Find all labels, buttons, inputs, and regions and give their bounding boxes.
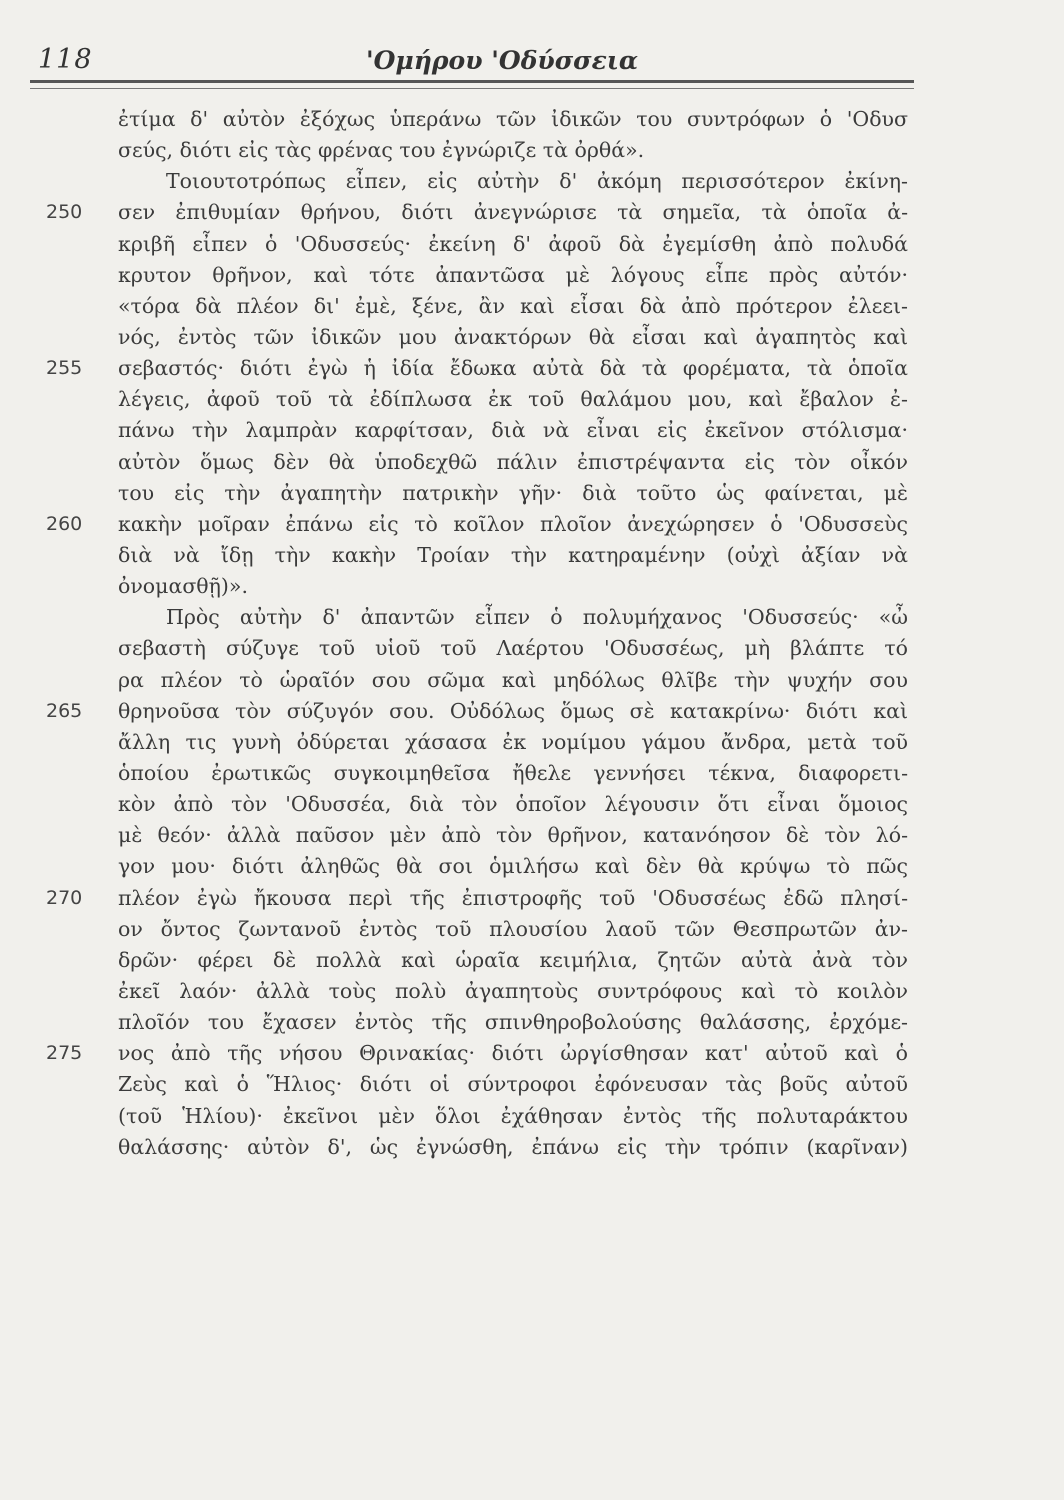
- line-text: διὰ νὰ ἴδῃ τὴν κακὴν Τροίαν τὴν κατηραμένην (οὐχὶ ἀξίαν νὰ: [118, 542, 908, 567]
- line-text: του εἰς τὴν ἀγαπητὴν πατρικὴν γῆν· διὰ τοῦτο ὡς φαίνεται, μὲ: [118, 480, 908, 505]
- line-number: 265: [46, 699, 83, 722]
- line-text: (τοῦ Ἡλίου)· ἐκεῖνοι μὲν ὅλοι ἐχάθησαν ἐντὸς τῆς πολυταράκτου: [118, 1103, 908, 1128]
- text-line: [0, 291, 1064, 322]
- text-line: [0, 758, 1064, 789]
- line-text: πλέον ἐγὼ ἤκουσα περὶ τῆς ἐπιστροφῆς τοῦ 'Οδυσσέως ἐδῶ πλησί-: [118, 885, 908, 910]
- text-line: [0, 447, 1064, 478]
- line-text: σεβαστὴ σύζυγε τοῦ υἱοῦ τοῦ Λαέρτου 'Οδυσσέως, μὴ βλάπτε τό: [118, 636, 908, 661]
- text-line: [0, 1007, 1064, 1038]
- line-text: θρηνοῦσα τὸν σύζυγόν σου. Οὐδόλως ὅμως σὲ κατακρίνω· διότι καὶ: [118, 698, 908, 723]
- header-rule: [30, 80, 914, 83]
- text-line: [0, 353, 1064, 384]
- line-text: «τόρα δὰ πλέον δι' ἐμὲ, ξένε, ἂν καὶ εἶσαι δὰ ἀπὸ πρότερον ἐλεει-: [118, 293, 908, 318]
- header-rule-thin: [30, 88, 914, 89]
- text-line: [0, 104, 1064, 135]
- line-text: λέγεις, ἀφοῦ τοῦ τὰ ἐδίπλωσα ἐκ τοῦ θαλάμου μου, καὶ ἔβαλον ἐ-: [118, 387, 908, 412]
- text-line: [0, 1069, 1064, 1100]
- line-number: 270: [46, 886, 83, 909]
- text-line: [0, 789, 1064, 820]
- line-text: ἐτίμα δ' αὐτὸν ἐξόχως ὑπεράνω τῶν ἰδικῶν του συντρόφων ὁ 'Οδυσ: [118, 107, 908, 131]
- line-text: ὁποίου ἐρωτικῶς συγκοιμηθεῖσα ἤθελε γεννήσει τέκνα, διαφορετι-: [118, 760, 908, 785]
- text-line: [0, 665, 1064, 696]
- text-line: [0, 1038, 1064, 1069]
- text-line: [0, 1101, 1064, 1132]
- text-line: [0, 571, 1064, 602]
- text-line: [0, 384, 1064, 415]
- text-line: [0, 883, 1064, 914]
- line-text: πάνω τὴν λαμπρὰν καρφίτσαν, διὰ νὰ εἶναι εἰς ἐκεῖνον στόλισμα·: [118, 418, 908, 443]
- line-text: νος ἀπὸ τῆς νήσου Θρινακίας· διότι ὠργίσθησαν κατ' αὐτοῦ καὶ ὁ: [118, 1041, 908, 1066]
- line-text: κὸν ἀπὸ τὸν 'Οδυσσέα, διὰ τὸν ὁποῖον λέγουσιν ὅτι εἶναι ὅμοιος: [118, 792, 908, 817]
- line-text: σεβαστός· διότι ἐγὼ ἡ ἰδία ἔδωκα αὐτὰ δὰ τὰ φορέματα, τὰ ὁποῖα: [118, 356, 908, 381]
- line-text: πλοῖόν του ἔχασεν ἐντὸς τῆς σπινθηροβολούσης θαλάσσης, ἐρχόμε-: [118, 1010, 908, 1035]
- text-line: [0, 914, 1064, 945]
- text-line: [0, 727, 1064, 758]
- line-text: νός, ἐντὸς τῶν ἰδικῶν μου ἀνακτόρων θὰ εἶσαι καὶ ἀγαπητὸς καὶ: [118, 324, 908, 349]
- text-line: [0, 478, 1064, 509]
- text-line: [0, 509, 1064, 540]
- line-number: 260: [46, 512, 83, 535]
- line-number: 250: [46, 201, 83, 224]
- line-text: γον μου· διότι ἀληθῶς θὰ σοι ὁμιλήσω καὶ δὲν θὰ κρύψω τὸ πῶς: [118, 854, 908, 879]
- body-text: [0, 104, 1064, 1163]
- line-text: σεύς, διότι εἰς τὰς φρένας του ἐγνώριζε τὰ ὀρθά».: [118, 138, 645, 163]
- text-line: [0, 633, 1064, 664]
- text-line: [0, 197, 1064, 228]
- text-line: [0, 820, 1064, 851]
- text-line: [0, 945, 1064, 976]
- text-line: [0, 166, 1064, 197]
- text-line: [0, 696, 1064, 727]
- text-line: [0, 229, 1064, 260]
- line-text: Πρὸς αὐτὴν δ' ἀπαντῶν εἶπεν ὁ πολυμήχανος 'Οδυσσεύς· «ὦ: [166, 605, 908, 630]
- running-title: 'Ομήρου 'Οδύσσεια: [366, 46, 639, 75]
- text-line: [0, 602, 1064, 633]
- text-line: [0, 1132, 1064, 1163]
- line-text: δρῶν· φέρει δὲ πολλὰ καὶ ὡραῖα κειμήλια, ζητῶν αὐτὰ ἀνὰ τὸν: [118, 947, 908, 972]
- line-text: Τοιουτοτρόπως εἶπεν, εἰς αὐτὴν δ' ἀκόμη περισσότερον ἐκίνη-: [166, 169, 908, 194]
- text-line: [0, 976, 1064, 1007]
- line-text: ἄλλη τις γυνὴ ὀδύρεται χάσασα ἐκ νομίμου γάμου ἄνδρα, μετὰ τοῦ: [118, 729, 908, 754]
- line-text: ὀνομασθῇ)».: [118, 574, 248, 599]
- line-number: 275: [46, 1042, 83, 1065]
- line-text: μὲ θεόν· ἀλλὰ παῦσον μὲν ἀπὸ τὸν θρῆνον, κατανόησον δὲ τὸν λό-: [118, 823, 908, 848]
- line-text: θαλάσσης· αὐτὸν δ', ὡς ἐγνώσθη, ἐπάνω εἰς τὴν τρόπιν (καρῖναν): [118, 1134, 908, 1159]
- text-line: [0, 540, 1064, 571]
- line-text: σεν ἐπιθυμίαν θρήνου, διότι ἀνεγνώρισε τὰ σημεῖα, τὰ ὁποῖα ἀ-: [118, 200, 908, 225]
- line-text: ον ὄντος ζωντανοῦ ἐντὸς τοῦ πλουσίου λαοῦ τῶν Θεσπρωτῶν ἀν-: [118, 916, 908, 941]
- page-number: 118: [38, 44, 93, 75]
- line-number: 255: [46, 357, 83, 380]
- running-head: [30, 44, 914, 84]
- line-text: ἐκεῖ λαόν· ἀλλὰ τοὺς πολὺ ἀγαπητοὺς συντρόφους καὶ τὸ κοιλὸν: [118, 978, 908, 1003]
- line-text: ρα πλέον τὸ ὡραῖόν σου σῶμα καὶ μηδόλως θλῖβε τὴν ψυχήν σου: [118, 667, 908, 692]
- line-text: κρυτον θρῆνον, καὶ τότε ἀπαντῶσα μὲ λόγους εἶπε πρὸς αὐτόν·: [118, 262, 908, 287]
- line-text: κακὴν μοῖραν ἐπάνω εἰς τὸ κοῖλον πλοῖον ἀνεχώρησεν ὁ 'Οδυσσεὺς: [118, 511, 908, 536]
- line-text: κριβῆ εἶπεν ὁ 'Οδυσσεύς· ἐκείνη δ' ἀφοῦ δὰ ἐγεμίσθη ἀπὸ πολυδά: [118, 231, 908, 256]
- text-line: [0, 260, 1064, 291]
- text-line: [0, 135, 1064, 166]
- line-text: αὐτὸν ὅμως δὲν θὰ ὑποδεχθῶ πάλιν ἐπιστρέψαντα εἰς τὸν οἶκόν: [118, 449, 908, 474]
- line-text: Ζεὺς καὶ ὁ Ἥλιος· διότι οἱ σύντροφοι ἐφόνευσαν τὰς βοῦς αὐτοῦ: [118, 1072, 908, 1097]
- text-line: [0, 415, 1064, 446]
- text-line: [0, 322, 1064, 353]
- text-line: [0, 851, 1064, 882]
